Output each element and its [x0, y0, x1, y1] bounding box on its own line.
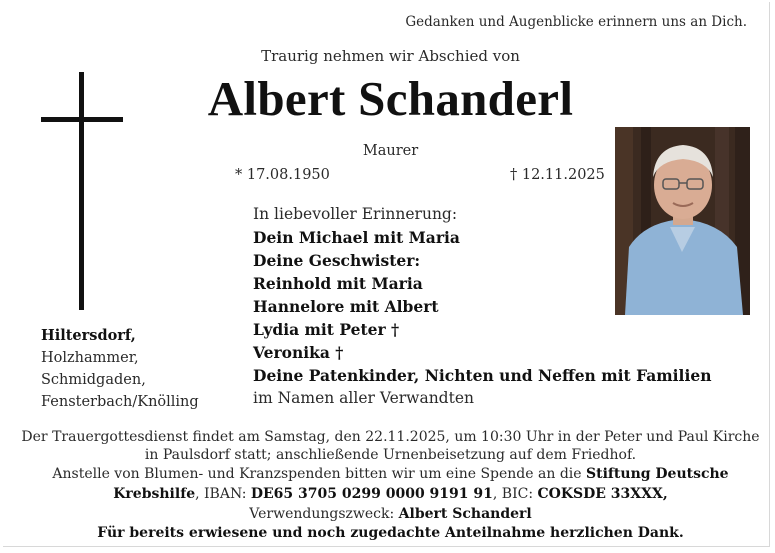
mourner-line: Hannelore mit Albert	[253, 297, 439, 316]
bic-value: COKSDE 33XXX,	[537, 486, 668, 502]
occupation: Maurer	[362, 143, 419, 159]
place-item: Schmidgaden,	[41, 372, 146, 388]
burial-text: in Paulsdorf statt; anschließende Urnenbeisetzung auf dem Friedhof.	[144, 447, 637, 463]
deceased-name: Albert Schanderl	[207, 71, 574, 126]
birth-date: * 17.08.1950	[235, 167, 330, 183]
mourner-line: Reinhold mit Maria	[253, 274, 423, 293]
mourner-line: Deine Geschwister:	[253, 251, 421, 270]
bank-details: Krebshilfe, IBAN: DE65 3705 0299 0000 9191 91, BIC: COKSDE 33XXX,	[113, 486, 668, 502]
mourner-line: Lydia mit Peter †	[253, 320, 400, 339]
mourner-line: Deine Patenkinder, Nichten und Neffen mit Familien	[253, 366, 712, 385]
place-item: Holzhammer,	[41, 350, 139, 366]
portrait-photo	[615, 127, 750, 315]
donation-text: Anstelle von Blumen- und Kranzspenden bitten wir um eine Spende an die Stiftung Deutsche	[52, 466, 729, 482]
motto: Gedanken und Augenblicke erinnern uns an Dich.	[405, 14, 747, 30]
place-main: Hiltersdorf,	[41, 327, 136, 344]
iban-value: DE65 3705 0299 0000 9191 91	[250, 486, 493, 502]
mourners-intro: In liebevoller Erinnerung:	[253, 205, 458, 223]
cross-icon	[41, 72, 123, 310]
intro-text: Traurig nehmen wir Abschied von	[261, 47, 520, 65]
thanks-text: Für bereits erwiesene und noch zugedachte Anteilnahme herzlichen Dank.	[97, 525, 684, 541]
funeral-service-text: Der Trauergottesdienst findet am Samstag, den 22.11.2025, um 10:30 Uhr in der Peter und Paul Kirche	[21, 429, 760, 445]
mourner-line: Dein Michael mit Maria	[253, 228, 460, 247]
mourner-line: Veronika †	[253, 343, 344, 362]
place-item: Fensterbach/Knölling	[41, 394, 199, 410]
payment-reference: Verwendungszweck: Albert Schanderl	[249, 506, 532, 522]
mourners-closing: im Namen aller Verwandten	[253, 389, 474, 407]
death-date: † 12.11.2025	[510, 167, 605, 183]
obituary-notice	[3, 2, 770, 547]
foundation-name: Stiftung Deutsche	[586, 466, 729, 482]
